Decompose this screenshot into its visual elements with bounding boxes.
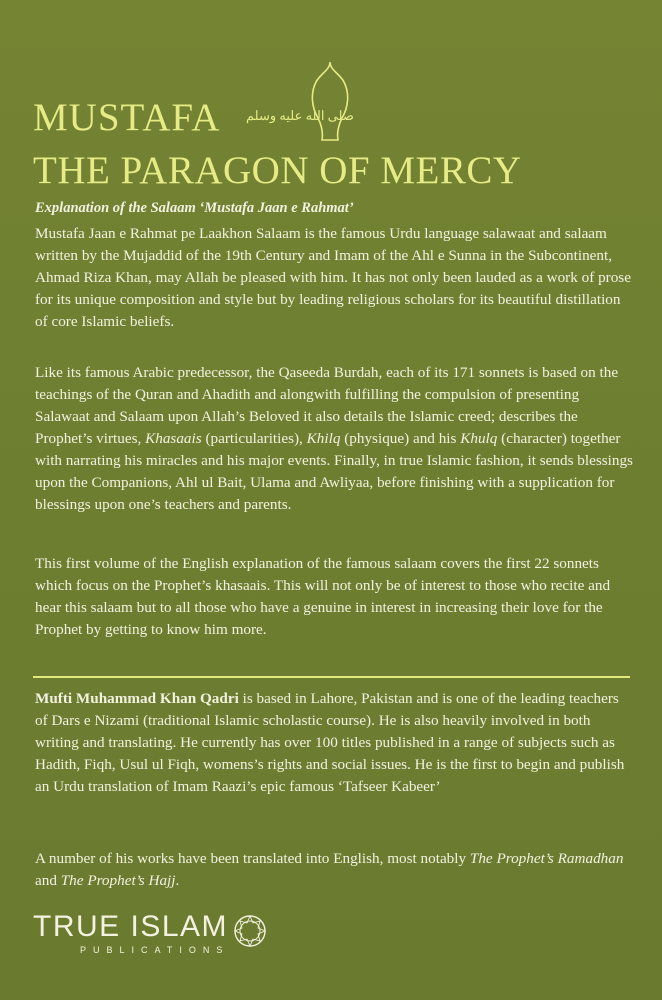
term-khulq: Khulq — [460, 430, 498, 447]
publisher-logo-tagline: PUBLICATIONS — [80, 945, 230, 955]
book-title-ramadhan: The Prophet’s Ramadhan — [469, 850, 624, 867]
description-paragraph-2 — [35, 362, 635, 516]
translations-text: and — [35, 872, 61, 889]
salawat-calligraphy: صلى الله عليه وسلم — [246, 108, 354, 123]
description-paragraph-1: Mustafa Jaan e Rahmat pe Laakhon Salaam is the famous Urdu language salawaat and salaam written by the Mujaddid of the 19th Century and Imam of the Ahl e Sunna in the Subcontinent, Ahmad Riza Khan, may Allah be pleased with him. It has not only been lauded as a work of prose for its unique composition and style but by leading religious scholars for its beautiful distillation of core Islamic beliefs. — [35, 225, 631, 330]
translations-text: A number of his works have been translated into English, most notably — [35, 850, 470, 867]
paragraph-2-text: Like its famous Arabic predecessor, the Qaseeda Burdah, each of its 171 sonnets is based on the teachings of the Quran and Ahadith and alongwith fulfilling the compulsion of presenting Salawaat and Salaam upon Allah’s Beloved it also details the Islamic creed; describes the Prophet’s virtues, — [35, 364, 619, 447]
term-khasaais: Khasaais — [145, 430, 202, 447]
author-name: Mufti Muhammad Khan Qadri — [35, 690, 239, 707]
translations-text: . — [175, 872, 180, 889]
publisher-emblem-icon — [232, 913, 268, 949]
section-divider — [33, 676, 630, 678]
title-paragon-of-mercy: THE PARAGON OF MERCY — [33, 149, 522, 192]
publisher-logo-name: TRUE ISLAM — [33, 910, 229, 943]
description-paragraph-3: This first volume of the English explanation of the famous salaam covers the first 22 sonnets which focus on the Prophet’s khasaais. This will not only be of interest to those who recite and hear this salaam but to all those who have a genuine in interest in increasing their love for the Prophet by getting to know him more. — [35, 555, 611, 638]
translations-note — [35, 848, 635, 892]
title-mustafa: MUSTAFA — [33, 96, 221, 139]
author-bio-text: is based in Lahore, Pakistan and is one of the leading teachers of Dars e Nizami (traditional Islamic scholastic course). He is also heavily involved in both writing and translating. He currently has over 100 titles published in a range of subjects such as Hadith, Fiqh, Usul ul Fiqh, womens’s rights and social issues. He is the first to begin and publish an Urdu translation of Imam Raazi’s epic famous ‘Tafseer Kabeer’ — [35, 690, 625, 795]
paragraph-2-text: (character) together with narrating his miracles and his major events. Finally, in true Islamic fashion, it sends blessings upon the Companions, Ahl ul Bait, Ulama and Awliyaa, before finishing with a supplication for blessings upon one’s teachers and parents. — [35, 430, 633, 513]
term-khilq: Khilq — [306, 430, 341, 447]
book-title-hajj: The Prophet’s Hajj — [60, 872, 176, 889]
author-bio — [35, 688, 635, 798]
dome-icon — [310, 60, 350, 142]
paragraph-2-text: (particularities), — [201, 430, 307, 447]
paragraph-2-text: (physique) and his — [340, 430, 461, 447]
subtitle: Explanation of the Salaam ‘Mustafa Jaan e Rahmat’ — [35, 200, 354, 216]
